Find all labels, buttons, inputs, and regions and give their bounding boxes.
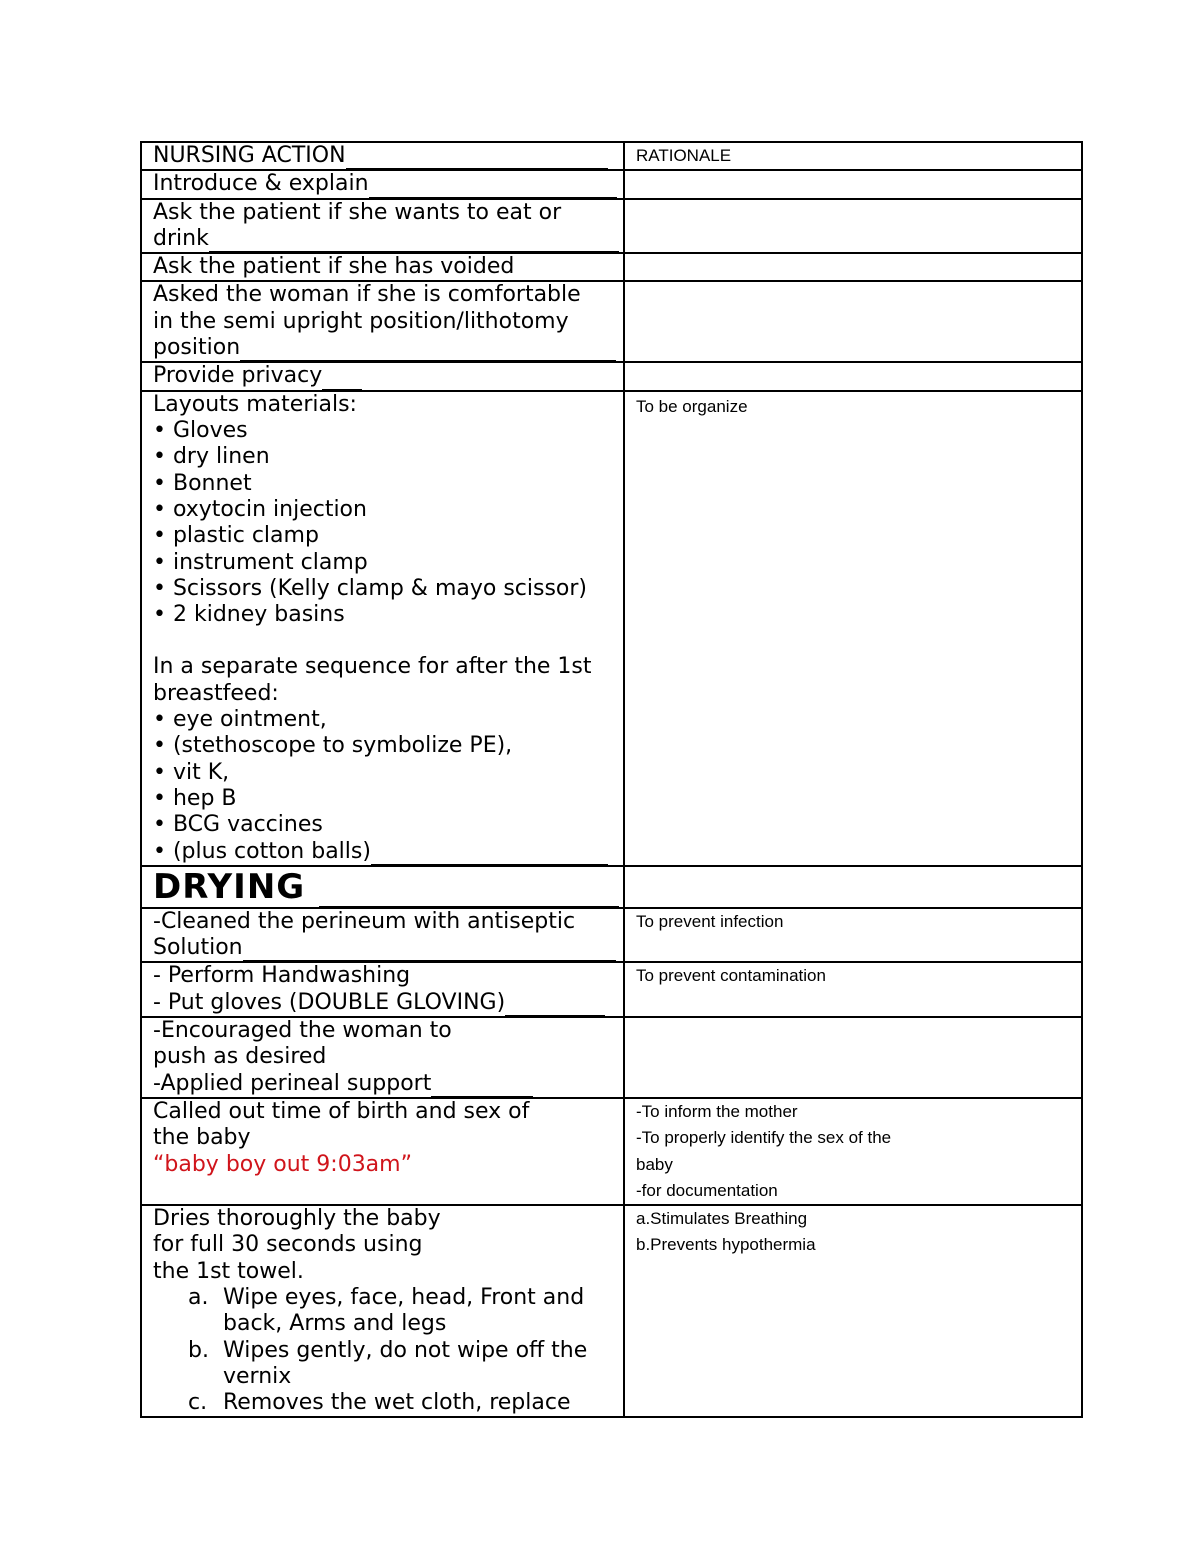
action-text: Provide privacy [153,363,323,389]
sub-item-label: a. [188,1284,209,1310]
table-row [141,1205,1082,1417]
table-row [141,908,1082,963]
sub-item-label: c. [188,1390,208,1416]
materials-title: Layouts materials: [153,391,357,417]
table-row [141,170,1082,198]
action-cell [141,362,624,390]
table-row [141,1098,1082,1205]
action-text: Introduce & explain [153,171,369,197]
table-row [141,1017,1082,1098]
rationale-cell [624,253,1082,281]
material-item: • Bonnet [153,470,252,496]
action-text: - Perform Handwashing [153,963,411,989]
action-cell [141,1017,624,1098]
material-item: • oxytocin injection [153,496,367,522]
sub-item-label: b. [188,1337,209,1363]
table-row-materials [141,391,1082,866]
rationale-cell [624,170,1082,198]
header-action-label: NURSING ACTION [153,143,346,168]
rationale-cell [624,908,1082,963]
rationale-text: To prevent infection [636,911,784,931]
birth-callout-quote: “baby boy out 9:03am” [153,1151,412,1177]
material-item: • Scissors (Kelly clamp & mayo scissor) [153,575,588,601]
sub-item-text: Removes the wet cloth, replace [223,1390,571,1416]
header-action-cell [141,142,624,170]
material-item: • plastic clamp [153,523,319,549]
action-text: Solution [153,935,243,961]
rationale-cell [624,866,1082,908]
rationale-text: -To properly identify the sex of the [636,1128,892,1148]
action-cell [141,1205,624,1417]
rationale-text: To be organize [636,396,748,416]
action-text: Asked the woman if she is comfortable [153,282,581,308]
separate-item: • eye ointment, [153,707,327,733]
action-text: -Cleaned the perineum with antiseptic [153,908,576,934]
separate-intro: breastfeed: [153,680,279,706]
rationale-text: -To inform the mother [636,1101,798,1121]
rationale-text: -for documentation [636,1180,778,1200]
action-text: Called out time of birth and sex of [153,1098,530,1124]
action-text: for full 30 seconds using [153,1232,423,1258]
separate-item: • (plus cotton balls) [153,838,371,864]
material-item: • Gloves [153,418,248,444]
rationale-cell [624,362,1082,390]
separate-item: • hep B [153,785,237,811]
sub-item [188,1285,623,1338]
rationale-text: baby [636,1154,673,1174]
separate-item: • BCG vaccines [153,812,323,838]
rationale-text: b.Prevents hypothermia [636,1235,816,1255]
action-text: -Applied perineal support [153,1070,432,1096]
material-item: • dry linen [153,444,270,470]
action-text: Ask the patient if she has voided [153,254,515,280]
action-text: the baby [153,1125,251,1151]
action-cell [141,253,624,281]
procedure-table [140,141,1083,1418]
separate-item: • vit K, [153,759,230,785]
sub-item [188,1390,623,1416]
rationale-text: a.Stimulates Breathing [636,1209,808,1229]
action-cell [141,962,624,1017]
action-text: the 1st towel. [153,1258,304,1284]
action-text: - Put gloves (DOUBLE GLOVING) [153,989,506,1015]
rationale-cell [624,1017,1082,1098]
action-text: -Encouraged the woman to [153,1018,452,1044]
rationale-cell [624,1098,1082,1205]
sub-item-text: Wipes gently, do not wipe off the vernix [223,1337,588,1389]
action-text: in the semi upright position/lithotomy [153,308,569,334]
table-row [141,281,1082,362]
rationale-cell [624,1205,1082,1417]
table-row [141,253,1082,281]
rationale-cell [624,281,1082,362]
table-row [141,199,1082,254]
action-cell [141,866,624,908]
action-text: push as desired [153,1044,327,1070]
rationale-text: To prevent contamination [636,966,826,986]
rationale-cell [624,391,1082,866]
action-cell [141,1098,624,1205]
rationale-cell [624,199,1082,254]
table-row [141,962,1082,1017]
action-cell [141,908,624,963]
action-text: Dries thoroughly the baby [153,1206,441,1232]
action-cell [141,170,624,198]
rationale-cell [624,962,1082,1017]
action-cell [141,281,624,362]
header-rationale-cell [624,142,1082,170]
action-text: position [153,335,241,361]
section-row-drying [141,866,1082,908]
sub-item [188,1338,623,1391]
separate-item: • (stethoscope to symbolize PE), [153,733,513,759]
header-rationale-label: RATIONALE [636,146,732,165]
table-header-row [141,142,1082,170]
material-item: • instrument clamp [153,549,368,575]
table-row [141,362,1082,390]
action-text: drink [153,225,209,251]
action-cell [141,391,624,866]
separate-intro: In a separate sequence for after the 1st [153,654,592,680]
section-heading: DRYING [153,866,306,907]
action-text: Ask the patient if she wants to eat or [153,199,562,225]
action-cell [141,199,624,254]
sub-item-text: Wipe eyes, face, head, Front and back, Arms and legs [223,1284,585,1337]
material-item: • 2 kidney basins [153,602,345,628]
